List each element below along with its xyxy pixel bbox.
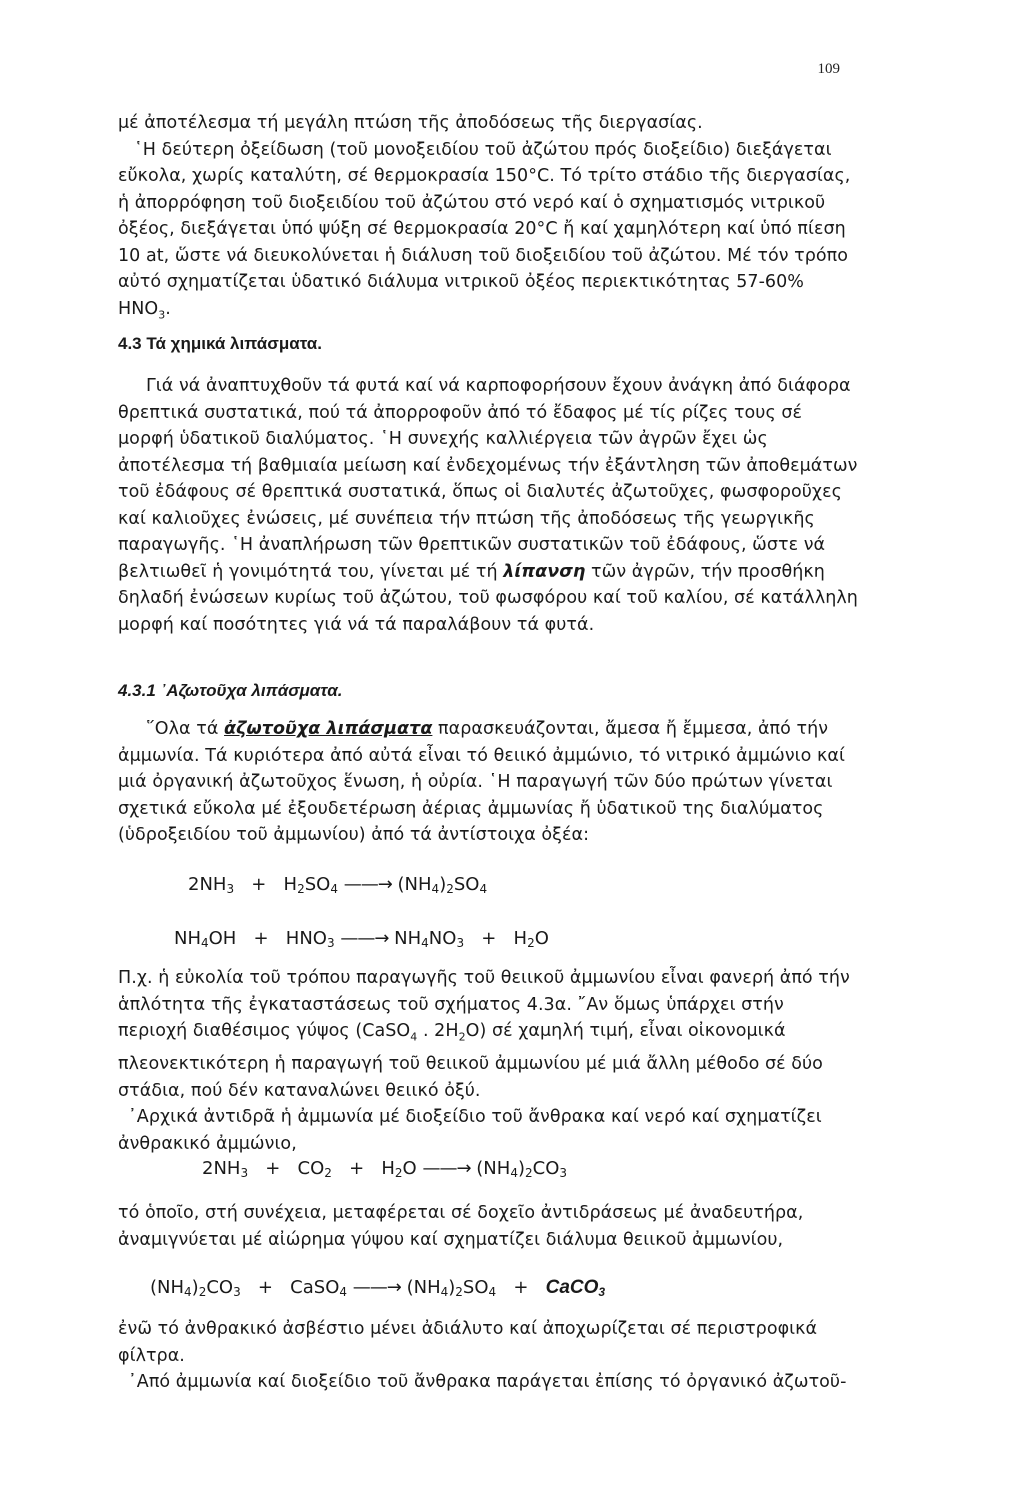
section-4-3-1-text xyxy=(118,716,858,849)
formula: $HNO_3$ xyxy=(118,298,166,321)
paragraph: Π.χ. ἡ εὐκολία τοῦ τρόπου παραγωγῆς τοῦ θειικοῦ ἀμμωνίου εἶναι φανερή ἀπό τήν ἁπλότητα τῆς ἐγκαταστάσεως τοῦ σχήματος 4.3α. ῎Αν ὅμως ὑπάρχει στήν περιοχή διαθέσιμος γύψος (CaSO$_4$ . $2H_2O$) σέ χαμηλή τιμή, εἶναι οἰκονομικά πλεονεκτικότερη ἡ παραγωγή τοῦ θειικοῦ ἀμμωνίου μέ μιά ἄλλη μέθοδο σέ δύο στάδια, πού δέν καταναλώνει θειικό ὀξύ. xyxy=(118,968,850,1101)
paragraph-text: ῾Η δεύτερη ὀξείδωση (τοῦ μονοξειδίου τοῦ ἀζώτου πρός διοξείδιο) διεξάγεται εὔκολα, χωρίς καταλύτη, σέ θερμοκρασία 150°C. Τό τρίτο στάδιο τῆς διεργασίας, ἡ ἀπορρόφηση τοῦ διοξειδίου τοῦ ἀζώτου στό νερό καί ὁ σχηματισμός νιτρικοῦ ὀξέος, διεξάγεται ὑπό ψύξη σέ θερμοκρασία 20°C ἤ καί χαμηλότερη καί ὑπό πίεση 10 at, ὥστε νά διευκολύνεται ἡ διάλυση τοῦ διοξειδίου τοῦ ἀζώτου. Μέ τόν τρόπο αὐτό σχηματίζεται ὑδατικό διάλυμα νιτρικοῦ ὀξέος περιεκτικότητας 57-60% xyxy=(118,139,851,292)
paragraph: ῞Ολα τά ἀζωτοῦχα λιπάσματα παρασκευάζονται, ἄμεσα ἤ ἔμμεσα, ἀπό τήν ἀμμωνία. Τά κυριότερα ἀπό αὐτά εἶναι τό θειικό ἀμμώνιο, τό νιτρικό ἀμμώνιο καί μιά ὀργανική ἀζωτοῦχος ἕνωση, ἡ οὐρία. ῾Η παραγωγή τῶν δύο πρώτων γίνεται σχετικά εὔκολα μέ ἐξουδετέρωση ἀέριας ἀμμωνίας ἤ ὑδατικοῦ της διαλύματος (ὑδροξειδίου τοῦ ἀμμωνίου) ἀπό τά ἀντίστοιχα ὀξέα: xyxy=(118,719,845,845)
intro-text xyxy=(118,110,858,329)
equation-2: $NH_4OH$ + $HNO_3$ ——→ $NH_4NO_3$ + $H_2O$ xyxy=(174,928,549,950)
equation-4: $(NH_4)_2CO_3$ + CaSO$_4$ ——→ $(NH_4)_2SO_4$ + CaCO$_3$ xyxy=(150,1277,606,1299)
paragraph: μέ ἀποτέλεσμα τή μεγάλη πτώση τῆς ἀποδόσεως τῆς διεργασίας. xyxy=(118,113,703,133)
section-4-3-1-text-4 xyxy=(118,1316,858,1396)
reaction-arrow: ——→ xyxy=(340,928,389,949)
emphasis-term: λίπανση xyxy=(503,561,586,582)
section-4-3-text xyxy=(118,373,858,638)
paragraph: ᾿Αρχικά ἀντιδρᾶ ἡ ἀμμωνία μέ διοξείδιο τοῦ ἄνθρακα καί νερό καί σχηματίζει ἀνθρακικό ἀμμώνιο, xyxy=(118,1107,822,1154)
equation-1: $2NH_3$ + $H_2SO_4$ ——→ $(NH_4)_2SO_4$ xyxy=(188,874,488,896)
reaction-arrow: ——→ xyxy=(422,1158,471,1179)
paragraph: ῾Η δεύτερη ὀξείδωση (τοῦ μονοξειδίου τοῦ ἀζώτου πρός διοξείδιο) διεξάγεται εὔκολα, χωρίς καταλύτη, σέ θερμοκρασία 150°C. Τό τρίτο στάδιο τῆς διεργασίας, ἡ ἀπορρόφηση τοῦ διοξειδίου τοῦ ἀζώτου στό νερό καί ὁ σχηματισμός νιτρικοῦ ὀξέος, διεξάγεται ὑπό ψύξη σέ θερμοκρασία 20°C ἤ καί χαμηλότερη καί ὑπό πίεση 10 at, ὥστε νά διευκολύνεται ἡ διάλυση τοῦ διοξειδίου τοῦ ἀζώτου. Μέ τόν τρόπο αὐτό σχηματίζεται ὑδατικό διάλυμα νιτρικοῦ ὀξέος περιεκτικότητας 57-60% $HNO_3$. xyxy=(118,139,851,321)
emphasis-term: ἀζωτοῦχα λιπάσματα xyxy=(224,719,433,739)
section-heading: 4.3 Τά χημικά λιπάσματα. xyxy=(118,334,322,353)
reaction-arrow: ——→ xyxy=(343,874,392,895)
section-4-3-1-text-2 xyxy=(118,965,858,1157)
precipitate-formula: CaCO$_3$ xyxy=(545,1277,606,1299)
paragraph: ἐνῶ τό ἀνθρακικό ἀσβέστιο μένει ἀδιάλυτο καί ἀποχωρίζεται σέ περιστροφικά φίλτρα. xyxy=(118,1319,818,1366)
paragraph: τό ὁποῖο, στή συνέχεια, μεταφέρεται σέ δοχεῖο ἀντιδράσεως μέ ἀναδευτήρα, ἀναμιγνύεται μέ αἰώρημα γύψου καί σχηματίζει διάλυμα θειικοῦ ἀμμωνίου, xyxy=(118,1203,804,1250)
formula: (CaSO$_4$ . $2H_2O$) xyxy=(355,1021,487,1044)
paragraph: Γιά νά ἀναπτυχθοῦν τά φυτά καί νά καρποφορήσουν ἔχουν ἀνάγκη ἀπό διάφορα θρεπτικά συστατικά, πού τά ἀπορροφοῦν ἀπό τό ἔδαφος μέ τίς ρίζες τους σέ μορφή ὑδατικοῦ διαλύματος. ῾Η συνεχής καλλιέργεια τῶν ἀγρῶν ἔχει ὡς ἀποτέλεσμα τή βαθμιαία μείωση καί ἐνδεχομένως τήν ἐξάντληση τῶν ἀποθεμάτων τοῦ ἐδάφους σέ θρεπτικά συστατικά, ὅπως οἱ διαλυτές ἀζωτοῦχες, φωσφοροῦχες καί καλιοῦχες ἐνώσεις, μέ συνέπεια τήν πτώση τῆς ἀποδόσεως τῆς γεωργικῆς παραγωγῆς. ῾Η ἀναπλήρωση τῶν θρεπτικῶν συστατικῶν τοῦ ἐδάφους, ὥστε νά βελτιωθεῖ ἡ γονιμότητά του, γίνεται μέ τή λίπανση τῶν ἀγρῶν, τήν προσθήκη δηλαδή ἐνώσεων κυρίως τοῦ ἀζώτου, τοῦ φωσφόρου καί τοῦ καλίου, σέ κατάλληλη μορφή καί ποσότητες γιά νά τά παραλάβουν τά φυτά. xyxy=(118,376,858,635)
equation-3: $2NH_3$ + $CO_2$ + $H_2O$ ——→ $(NH_4)_2CO_3$ xyxy=(202,1158,568,1180)
paragraph: ᾿Από ἀμμωνία καί διοξείδιο τοῦ ἄνθρακα παράγεται ἐπίσης τό ὀργανικό ἀζωτοῦ- xyxy=(128,1372,847,1392)
subsection-heading: 4.3.1 ᾿Αζωτοῦχα λιπάσματα. xyxy=(118,681,343,700)
section-4-3-1-text-3 xyxy=(118,1200,858,1253)
reaction-arrow: ——→ xyxy=(352,1277,401,1298)
page-number: 109 xyxy=(817,61,840,77)
